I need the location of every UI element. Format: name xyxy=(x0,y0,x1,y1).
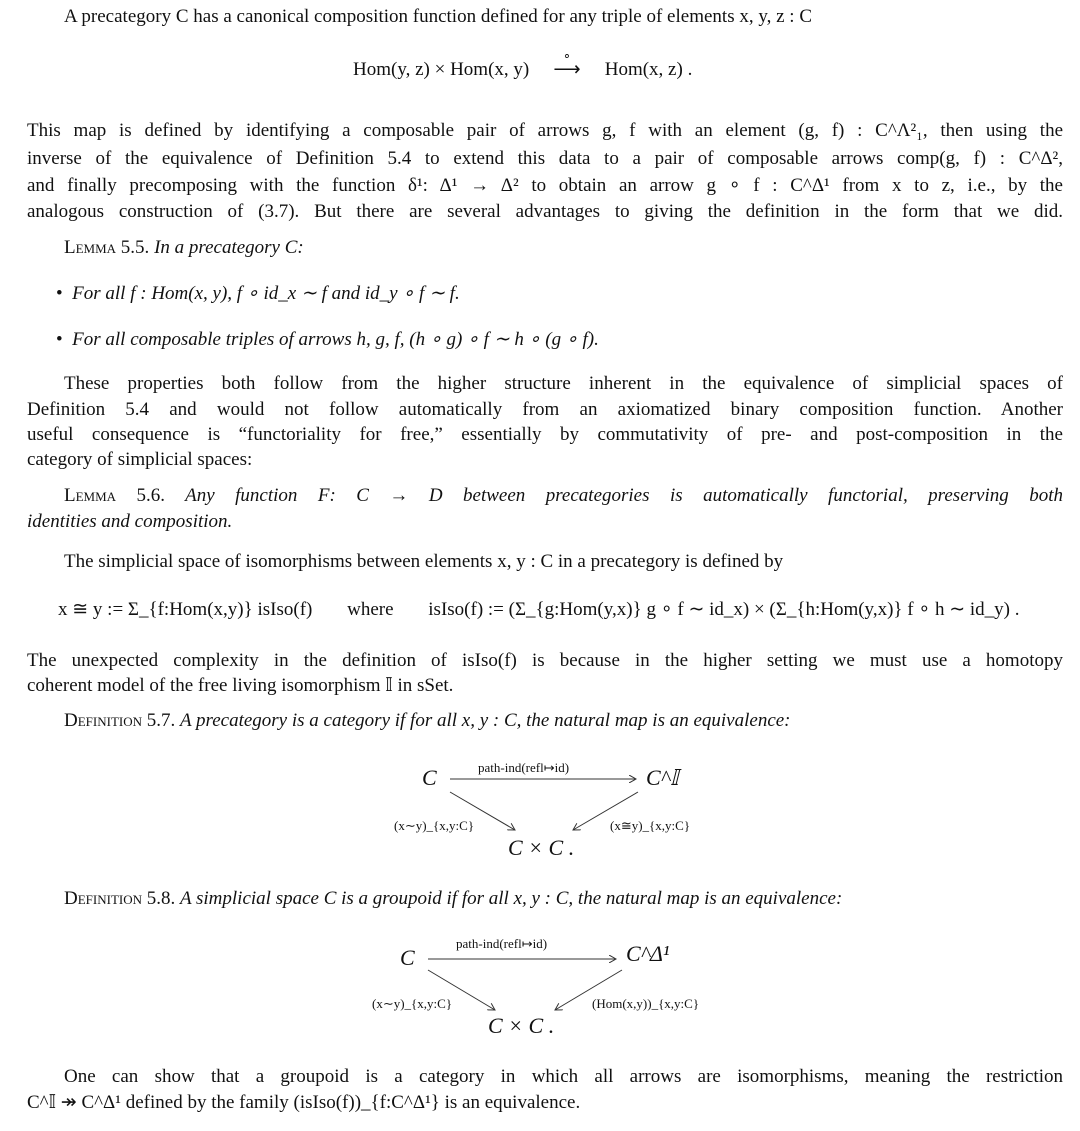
paragraph-line: analogous construction of (3.7). But there are several advantages to giving the definition in the form that we did. xyxy=(27,201,1063,222)
lemma-5-5 xyxy=(64,235,304,261)
paragraph-line: This map is defined by identifying a composable pair of arrows g, f with an element (g, f) : C^Λ²₁, then using the xyxy=(27,120,1063,141)
bullet-icon: • xyxy=(56,329,73,350)
definition-label: Definition 5.7. xyxy=(64,710,176,731)
equation-left: x ≅ y := Σ_{f:Hom(x,y)} isIso(f) xyxy=(58,599,313,620)
equation-lhs: Hom(y, z) × Hom(x, y) xyxy=(353,59,530,80)
paragraph-line: inverse of the equivalence of Definition 5.4 to extend this data to a pair of composable arrows comp(g, f) : C^Δ², xyxy=(27,148,1063,169)
paragraph-line: coherent model of the free living isomorphism 𝕀 in sSet. xyxy=(27,675,454,696)
paragraph-line: One can show that a groupoid is a category in which all arrows are isomorphisms, meaning the restriction xyxy=(64,1066,1063,1087)
node-bottom: C × C . xyxy=(508,835,575,860)
top-arrow-label: path-ind(refl↦id) xyxy=(456,936,548,951)
node-top-right: C^𝕀 xyxy=(646,765,679,790)
node-top-right: C^Δ¹ xyxy=(626,941,670,966)
node-bottom: C × C . xyxy=(488,1013,555,1038)
right-arrow-label: (x≅y)_{x,y:C} xyxy=(610,818,691,833)
paragraph-line: Definition 5.4 and would not follow automatically from an axiomatized binary composition function. Another xyxy=(27,399,1063,420)
bullet-text: For all composable triples of arrows h, g, f, (h ∘ g) ∘ f ∼ h ∘ (g ∘ f). xyxy=(72,329,599,350)
right-arrow-label: (Hom(x,y))_{x,y:C} xyxy=(592,996,700,1011)
paragraph-line: C^𝕀 ↠ C^Δ¹ defined by the family (isIso(f))_{f:C^Δ¹} is an equivalence. xyxy=(27,1092,581,1113)
composition-arrow: ∘ ⟶ xyxy=(534,57,600,83)
commutative-diagram-category xyxy=(380,750,720,865)
equation-right: isIso(f) := (Σ_{g:Hom(y,x)} g ∘ f ∼ id_x) × (Σ_{h:Hom(y,x)} f ∘ h ∼ id_y) . xyxy=(428,599,1020,620)
definition-label: Definition 5.8. xyxy=(64,888,176,909)
definition-statement: A precategory is a category if for all x, y : C, the natural map is an equivalence: xyxy=(180,710,791,731)
text: A precategory C has a canonical composition function defined for any triple of elements x, y, z : C xyxy=(64,6,812,27)
bullet-icon: • xyxy=(56,283,73,304)
commutative-diagram-groupoid xyxy=(360,930,730,1040)
paragraph-line: category of simplicial spaces: xyxy=(27,449,253,470)
paragraph-line: The unexpected complexity in the definition of isIso(f) is because in the higher setting we must use a homotopy xyxy=(27,650,1063,671)
isomorphism-equation xyxy=(58,597,1020,623)
paragraph-line: The simplicial space of isomorphisms between elements x, y : C in a precategory is defined by xyxy=(64,551,784,572)
left-arrow-label: (x∼y)_{x,y:C} xyxy=(372,996,453,1011)
paragraph-line: These properties both follow from the higher structure inherent in the equivalence of simplicial spaces of xyxy=(64,373,1063,394)
top-arrow-label: path-ind(refl↦id) xyxy=(478,760,570,775)
lemma-statement-cont: identities and composition. xyxy=(27,511,233,532)
left-arrow-label: (x∼y)_{x,y:C} xyxy=(394,818,475,833)
intro-line xyxy=(64,4,812,30)
equation-where: where xyxy=(347,599,394,620)
paragraph-line: and finally precomposing with the function δ¹: Δ¹ → Δ² to obtain an arrow g ∘ f : C^Δ¹ from x to z, i.e., by the xyxy=(27,175,1063,196)
equation-rhs: Hom(x, z) . xyxy=(604,59,693,80)
definition-5-8 xyxy=(64,886,842,912)
bullet-text: For all f : Hom(x, y), f ∘ id_x ∼ f and id_y ∘ f ∼ f. xyxy=(72,283,460,304)
lemma-bullet xyxy=(56,281,460,307)
node-top-left: C xyxy=(400,945,415,970)
definition-statement: A simplicial space C is a groupoid if for all x, y : C, the natural map is an equivalence: xyxy=(180,888,843,909)
lemma-statement: In a precategory C: xyxy=(154,237,304,258)
node-top-left: C xyxy=(422,765,437,790)
arrow-label: ∘ xyxy=(562,48,572,63)
paragraph-line: useful consequence is “functoriality for free,” essentially by commutativity of pre- and post-composition in the xyxy=(27,424,1063,445)
lemma-statement: Any function F: C → D between precategories is automatically functorial, preserving both xyxy=(185,485,1063,506)
lemma-bullet xyxy=(56,327,599,353)
composition-display-equation xyxy=(353,48,693,83)
lemma-label: Lemma 5.5. xyxy=(64,237,150,258)
lemma-5-6 xyxy=(64,483,1063,509)
lemma-label: Lemma 5.6. xyxy=(64,485,166,506)
definition-5-7 xyxy=(64,708,791,734)
